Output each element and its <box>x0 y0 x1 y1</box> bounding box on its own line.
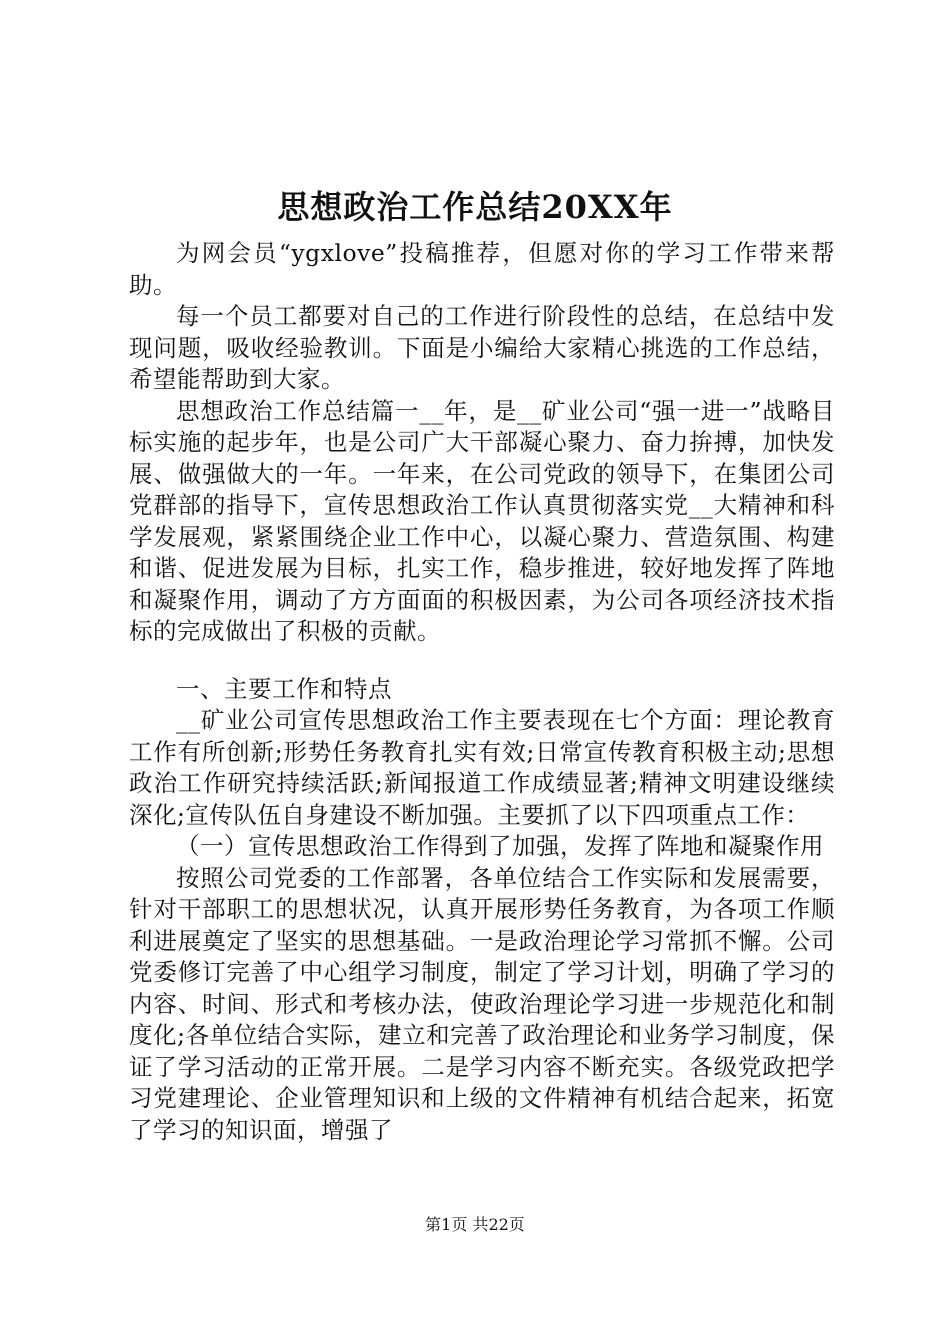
page-number-footer: 第1页 共22页 <box>425 1215 525 1234</box>
paragraph-summary-purpose: 每一个员工都要对自己的工作进行阶段性的总结，在总结中发现问题，吸收经验教训。下面是小编给大家精心挑选的工作总结，希望能帮助到大家。 <box>129 302 835 393</box>
paragraph-seven-aspects: __矿业公司宣传思想政治工作主要表现在七个方面：理论教育工作有所创新;形势任务教育扎实有效;日常宣传教育积极主动;思想政治工作研究持续活跃;新闻报道工作成绩显著;精神文明建设继续深化;宣传队伍自身建设不断加强。主要抓了以下四项重点工作： <box>129 706 835 829</box>
paragraph-article-one: 思想政治工作总结篇一__年，是__矿业公司“强一进一”战略目标实施的起步年，也是公司广大干部凝心聚力、奋力拚搏，加快发展、做强做大的一年。一年来，在公司党政的领导下，在集团公司党群部的指导下，宣传思想政治工作认真贯彻落实党__大精神和科学发展观，紧紧围绕企业工作中心，以凝心聚力、营造氛围、构建和谐、促进发展为目标，扎实工作，稳步推进，较好地发挥了阵地和凝聚作用，调动了方方面面的积极因素，为公司各项经济技术指标的完成做出了积极的贡献。 <box>129 396 835 645</box>
paragraph-party-committee: 按照公司党委的工作部署，各单位结合工作实际和发展需要，针对干部职工的思想状况，认真开展形势任务教育，为各项工作顺利进展奠定了坚实的思想基础。一是政治理论学习常抓不懈。公司党委修订完善了中心组学习制度，制定了学习计划，明确了学习的内容、时间、形式和考核办法，使政治理论学习进一步规范化和制度化;各单位结合实际，建立和完善了政治理论和业务学习制度，保证了学习活动的正常开展。二是学习内容不断充实。各级党政把学习党建理论、企业管理知识和上级的文件精神有机结合起来，拓宽了学习的知识面，增强了 <box>129 863 835 1144</box>
section-heading-main-work: 一、主要工作和特点 <box>176 674 392 703</box>
paragraph-intro: 为网会员“ygxlove”投稿推荐，但愿对你的学习工作带来帮助。 <box>129 239 835 299</box>
document-body <box>129 238 835 1146</box>
document-title: 思想政治工作总结20XX年 <box>277 188 673 226</box>
subsection-heading-one: （一）宣传思想政治工作得到了加强，发挥了阵地和凝聚作用 <box>176 832 824 860</box>
